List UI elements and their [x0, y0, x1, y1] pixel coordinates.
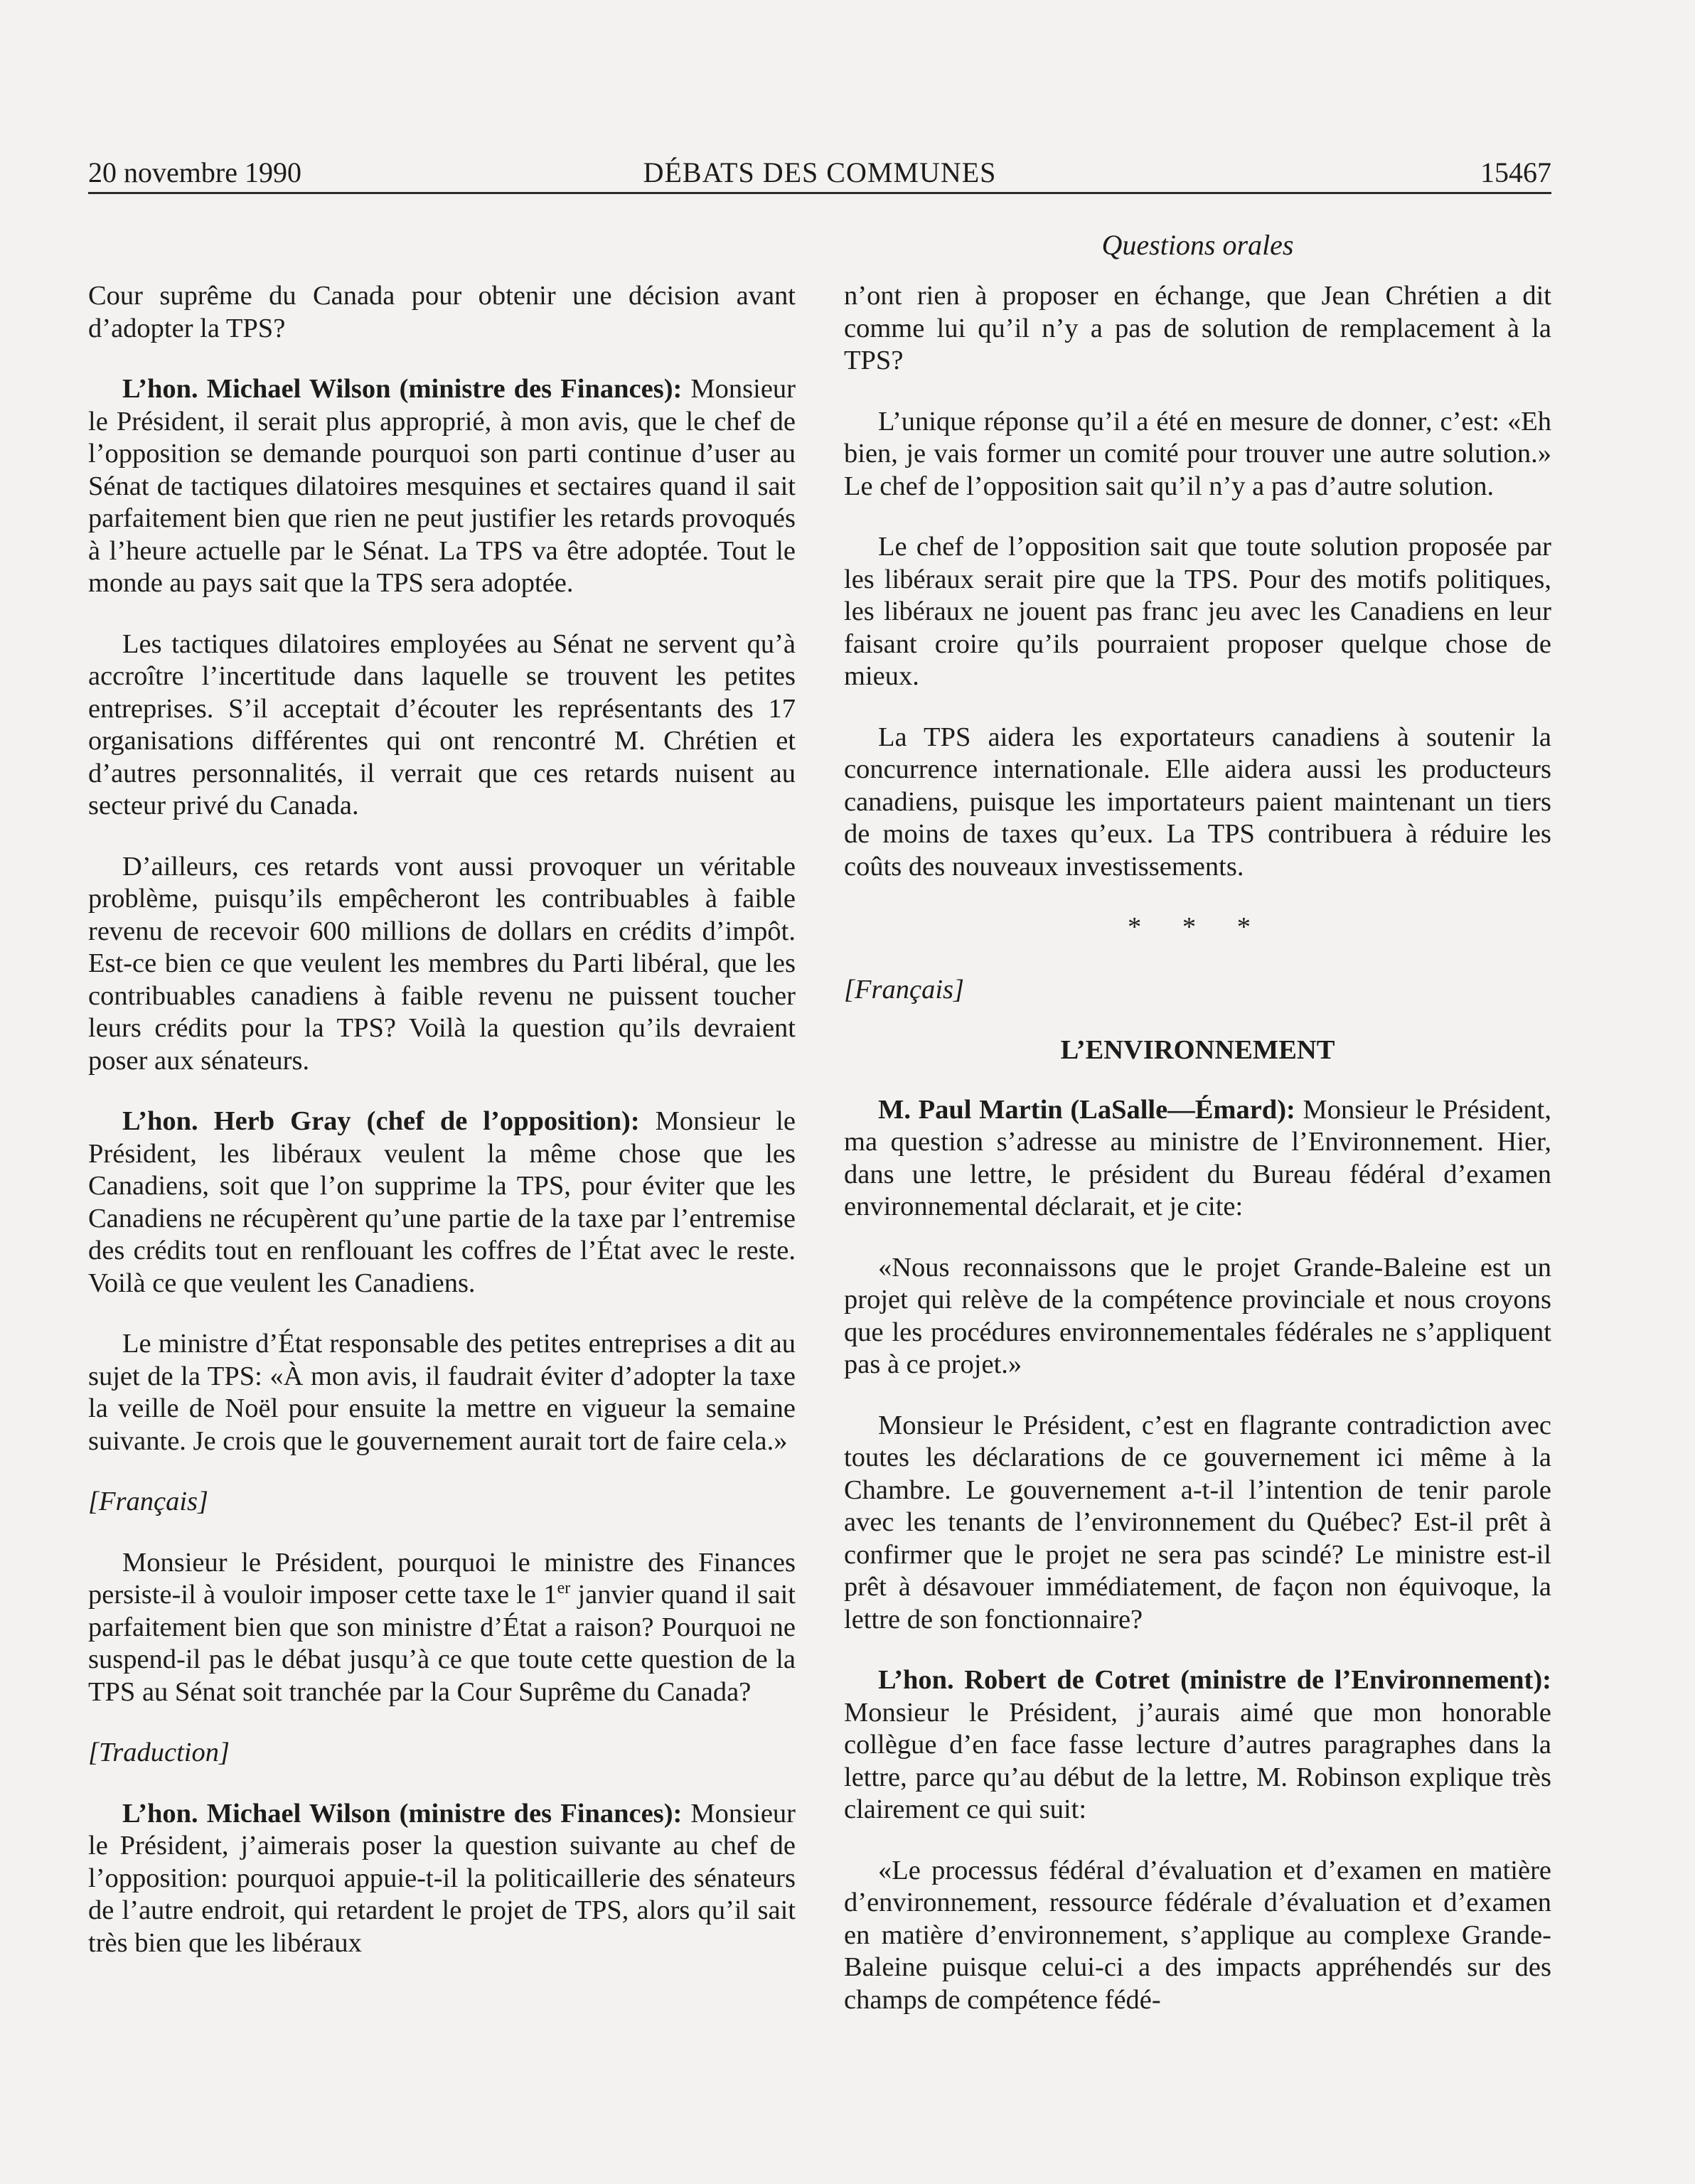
page-header	[88, 154, 1551, 194]
speaker-name: M. Paul Martin (LaSalle—Émard):	[878, 1094, 1295, 1125]
paragraph	[844, 1094, 1551, 1224]
header-page-number: 15467	[1480, 156, 1551, 188]
section-heading: L’ENVIRONNEMENT	[1060, 1035, 1335, 1065]
speaker-name: L’hon. Robert de Cotret (ministre de l’Environnement):	[878, 1665, 1551, 1695]
paragraph	[88, 1106, 796, 1300]
right-column	[844, 280, 1551, 2045]
header-title: DÉBATS DES COMMUNES	[643, 156, 997, 188]
speech-text: Monsieur le Président, ma question s’adresse au ministre de l’Environnement. Hier, dans une lettre, le président du Bureau fédéral d’examen environnemental déclarait, et je cite:	[844, 1094, 1551, 1221]
paragraph: Les tactiques dilatoires employées au Sénat ne servent qu’à accroître l’incertitude dans laquelle se trouvent les petites entreprises. S’il acceptait d’écouter les représentants des 17 organisations différentes qui ont rencontré M. Chrétien et d’autres personnalités, il verrait que ces retards nuisent au secteur privé du Canada.	[88, 628, 796, 820]
superscript: er	[557, 1579, 571, 1597]
paragraph: Le ministre d’État responsable des petites entreprises a dit au sujet de la TPS: «À mon avis, il faudrait éviter d’adopter la taxe la veille de Noël pour ensuite la mettre en vigueur la semaine suivante. Je crois que le gouvernement aurait tort de faire cela.»	[88, 1329, 796, 1456]
paragraph: Monsieur le Président, c’est en flagrante contradiction avec toutes les déclarations de ce gouvernement ici même à la Chambre. Le gouvernement a-t-il l’intention de tenir parole avec les tenants de l’environnement du Québec? Est-il prêt à confirmer que le projet ne sera pas scindé? Le ministre est-il prêt à désavouer immédiatement, de façon non équivoque, la lettre de son fonctionnaire?	[844, 1410, 1551, 1634]
language-label: [Français]	[844, 974, 964, 1005]
speaker-name: L’hon. Michael Wilson (ministre des Finances):	[122, 374, 683, 404]
header-date: 20 novembre 1990	[88, 156, 301, 188]
speech-text: Monsieur le Président, j’aimerais poser la question suivante au chef de l’opposition: pourquoi appuie-t-il la politicaillerie des sénateurs de l’autre endroit, qui retardent le projet de TPS, alors qu’il sait très bien que les libéraux	[88, 1798, 796, 1958]
paragraph	[88, 1547, 796, 1709]
speech-text: Monsieur le Président, il serait plus approprié, à mon avis, que le chef de l’opposition se demande pourquoi son parti continue d’user au Sénat de tactiques dilatoires mesquines et sectaires quand il sait parfaitement bien que rien ne peut justifier les retards provoqués à l’heure actuelle par le Sénat. La TPS va être adoptée. Tout le monde au pays sait que la TPS sera adoptée.	[88, 374, 796, 598]
paragraph: n’ont rien à proposer en échange, que Jean Chrétien a dit comme lui qu’il n’y a pas de solution de remplacement à la TPS?	[844, 281, 1551, 375]
paragraph: D’ailleurs, ces retards vont aussi provoquer un véritable problème, puisqu’ils empêcheront les contribuables à faible revenu de recevoir 600 millions de dollars en crédits d’impôt. Est-ce bien ce que veulent les membres du Parti libéral, que les contribuables canadiens à faible revenu ne puissent toucher leurs crédits pour la TPS? Voilà la question qu’ils devraient poser aux sénateurs.	[88, 851, 796, 1076]
speech-text: janvier quand il sait parfaitement bien que son ministre d’État a raison? Pourquoi ne suspend-il pas le débat jusqu’à ce que toute cette question de la TPS au Sénat soit tranchée par la Cour Suprême du Canada?	[88, 1580, 796, 1707]
language-label: [Traduction]	[88, 1738, 230, 1767]
speech-text: Monsieur le Président, les libéraux veulent la même chose que les Canadiens, soit que l’on supprime la TPS, pour éviter que les Canadiens ne récupèrent qu’une partie de la taxe par l’entremise des crédits tout en renflouant les coffres de l’État avec le reste. Voilà ce que veulent les Canadiens.	[88, 1106, 796, 1298]
quotation: «Nous reconnaissons que le projet Grande-Baleine est un projet qui relève de la compétence provinciale et nous croyons que les procédures environnementales fédérales ne s’appliquent pas à ce projet.»	[844, 1252, 1551, 1379]
language-label: [Français]	[88, 1487, 208, 1516]
paragraph: L’unique réponse qu’il a été en mesure de donner, c’est: «Eh bien, je vais former un comité pour trouver une autre solution.» Le chef de l’opposition sait qu’il n’y a pas d’autre solution.	[844, 406, 1551, 501]
paragraph: Le chef de l’opposition sait que toute solution proposée par les libéraux serait pire que la TPS. Pour des motifs politiques, les libéraux ne jouent pas franc jeu avec les Canadiens en leur faisant croire qu’ils pourraient proposer quelque chose de mieux.	[844, 532, 1551, 691]
quotation: «Le processus fédéral d’évaluation et d’examen en matière d’environnement, ressource fédérale d’évaluation et d’examen en matière d’environnement, s’applique au complexe Grande-Baleine puisque celui-ci a des impacts appréhendés sur des champs de compétence fédé-	[844, 1855, 1551, 2015]
left-column	[88, 280, 796, 1988]
paragraph: Cour suprême du Canada pour obtenir une décision avant d’adopter la TPS?	[88, 281, 796, 343]
paragraph	[844, 1664, 1551, 1826]
speech-text: Monsieur le Président, j’aurais aimé que mon honorable collègue d’en face fasse lecture d’autres paragraphes dans la lettre, parce qu’au début de la lettre, M. Robinson explique très clairement ce qui suit:	[844, 1697, 1551, 1824]
speaker-name: L’hon. Herb Gray (chef de l’opposition):	[122, 1106, 640, 1136]
paragraph: La TPS aidera les exportateurs canadiens à soutenir la concurrence internationale. Elle aidera aussi les producteurs canadiens, puisque les importateurs paient maintenant un tiers de moins de taxes qu’eux. La TPS contribuera à réduire les coûts des nouveaux investissements.	[844, 722, 1551, 882]
section-label: Questions orales	[1101, 229, 1294, 261]
paragraph	[88, 1798, 796, 1960]
speech-text: Monsieur le Président, pourquoi le ministre des Finances persiste-il à vouloir imposer cette taxe le 1	[88, 1547, 796, 1610]
section-separator: * * *	[1128, 912, 1268, 942]
paragraph	[88, 373, 796, 600]
speaker-name: L’hon. Michael Wilson (ministre des Finances):	[122, 1798, 683, 1829]
